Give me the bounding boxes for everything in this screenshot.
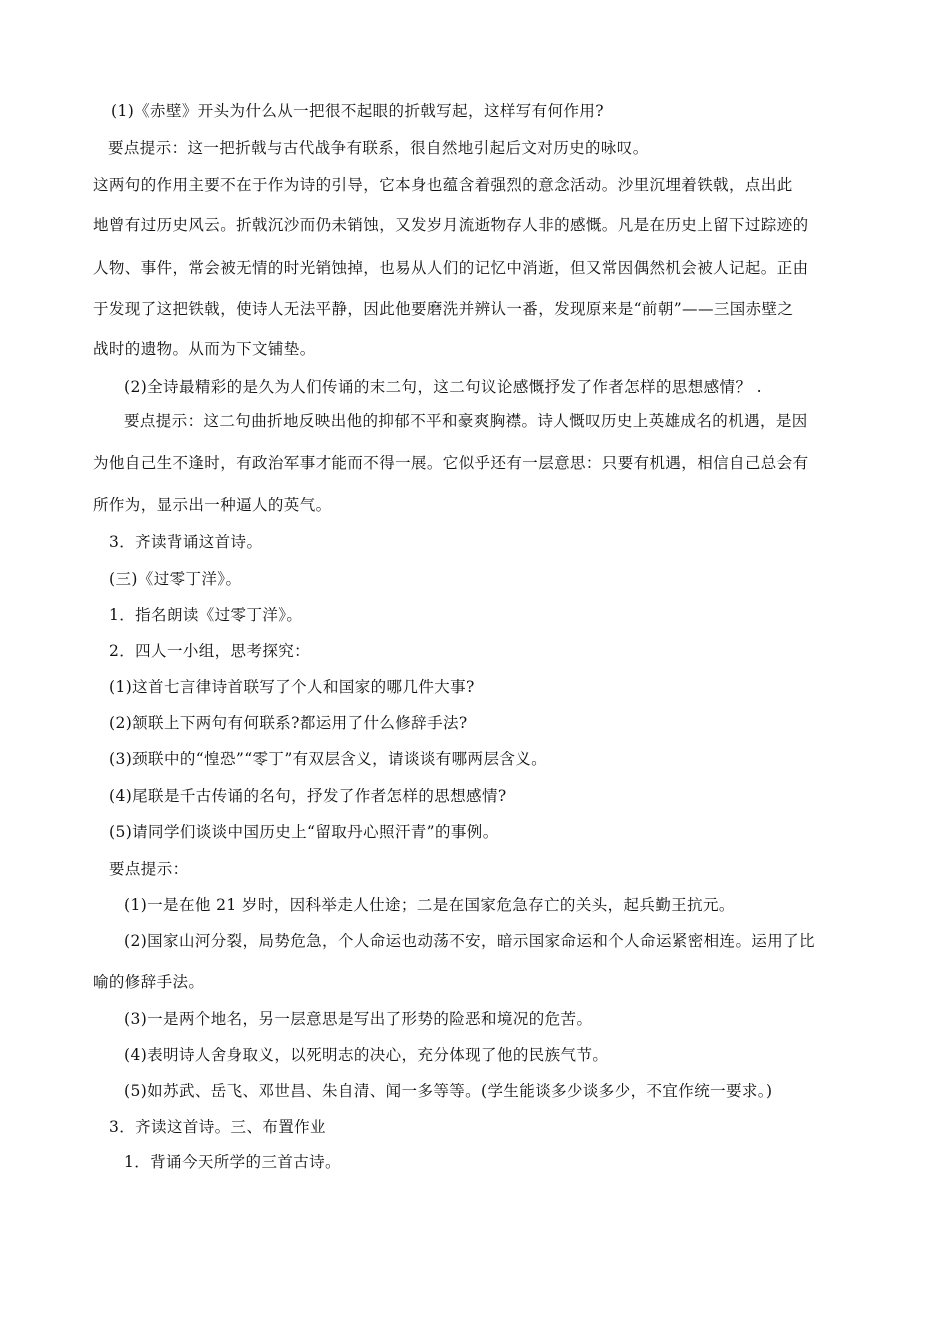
step-3-homework: 3．齐读这首诗。三、布置作业 [109, 1118, 326, 1136]
question-item: (4)尾联是千古传诵的名句，抒发了作者怎样的思想感情? [109, 787, 507, 805]
answer-item-continued: 喻的修辞手法。 [93, 973, 205, 991]
step-2-group: 2．四人一小组，思考探究： [109, 642, 311, 660]
question-item: (5)请同学们谈谈中国历史上“留取丹心照汗青”的事例。 [109, 823, 499, 841]
question-1-chibi: (1)《赤壁》开头为什么从一把很不起眼的折戟写起，这样写有何作用? [111, 102, 604, 120]
question-item: (1)这首七言律诗首联写了个人和国家的哪几件大事? [109, 678, 475, 696]
answer-item: (4)表明诗人舍身取义，以死明志的决心，充分体现了他的民族气节。 [124, 1046, 609, 1064]
hint-heading: 要点提示： [109, 860, 189, 878]
hint-1-chibi: 要点提示：这一把折戟与古代战争有联系，很自然地引起后文对历史的咏叹。 [108, 139, 649, 157]
step-1-read: 1．指名朗读《过零丁洋》。 [109, 606, 303, 624]
step-3-recite: 3．齐读背诵这首诗。 [109, 533, 263, 551]
question-item: (3)颈联中的“惶恐”“零丁”有双层含义，请谈谈有哪两层含义。 [109, 750, 548, 768]
section-heading-guolingdingyang: (三)《过零丁洋》。 [109, 570, 242, 588]
hint-2-chibi: 要点提示：这二句曲折地反映出他的抑郁不平和豪爽胸襟。诗人慨叹历史上英雄成名的机遇，是因 [124, 412, 808, 430]
question-2-chibi: (2)全诗最精彩的是久为人们传诵的末二句，这二句议论感慨抒发了作者怎样的思想感情？ . [124, 378, 763, 396]
answer-item: (1)一是在他 21 岁时，因科举走人仕途；二是在国家危急存亡的关头，起兵勤王抗元。 [124, 896, 735, 914]
paragraph-line: 于发现了这把铁戟，使诗人无法平静，因此他要磨洗并辨认一番，发现原来是“前朝”——三国赤壁之 [93, 300, 794, 318]
paragraph-line: 人物、事件，常会被无情的时光销蚀掉，也易从人们的记忆中消逝，但又常因偶然机会被人记起。正由 [93, 259, 809, 277]
paragraph-line: 为他自己生不逢时，有政治军事才能而不得一展。它似乎还有一层意思：只要有机遇，相信自己总会有 [93, 454, 809, 472]
answer-item: (2)国家山河分裂，局势危急，个人命运也动荡不安，暗示国家命运和个人命运紧密相连。运用了比 [124, 932, 815, 950]
homework-item: 1．背诵今天所学的三首古诗。 [124, 1153, 341, 1171]
answer-item: (3)一是两个地名，另一层意思是写出了形势的险恶和境况的危苦。 [124, 1010, 593, 1028]
answer-item: (5)如苏武、岳飞、邓世昌、朱自清、闻一多等等。(学生能谈多少谈多少，不宜作统一要求。) [124, 1082, 773, 1100]
paragraph-line: 这两句的作用主要不在于作为诗的引导，它本身也蕴含着强烈的意念活动。沙里沉埋着铁戟，点出此 [93, 176, 793, 194]
paragraph-line: 所作为，显示出一种逼人的英气。 [93, 496, 332, 514]
question-item: (2)颔联上下两句有何联系?都运用了什么修辞手法? [109, 714, 468, 732]
paragraph-line: 地曾有过历史风云。折戟沉沙而仍未销蚀，又发岁月流逝物存人非的感慨。凡是在历史上留下过踪迹的 [93, 216, 809, 234]
paragraph-line: 战时的遗物。从而为下文铺垫。 [93, 340, 316, 358]
